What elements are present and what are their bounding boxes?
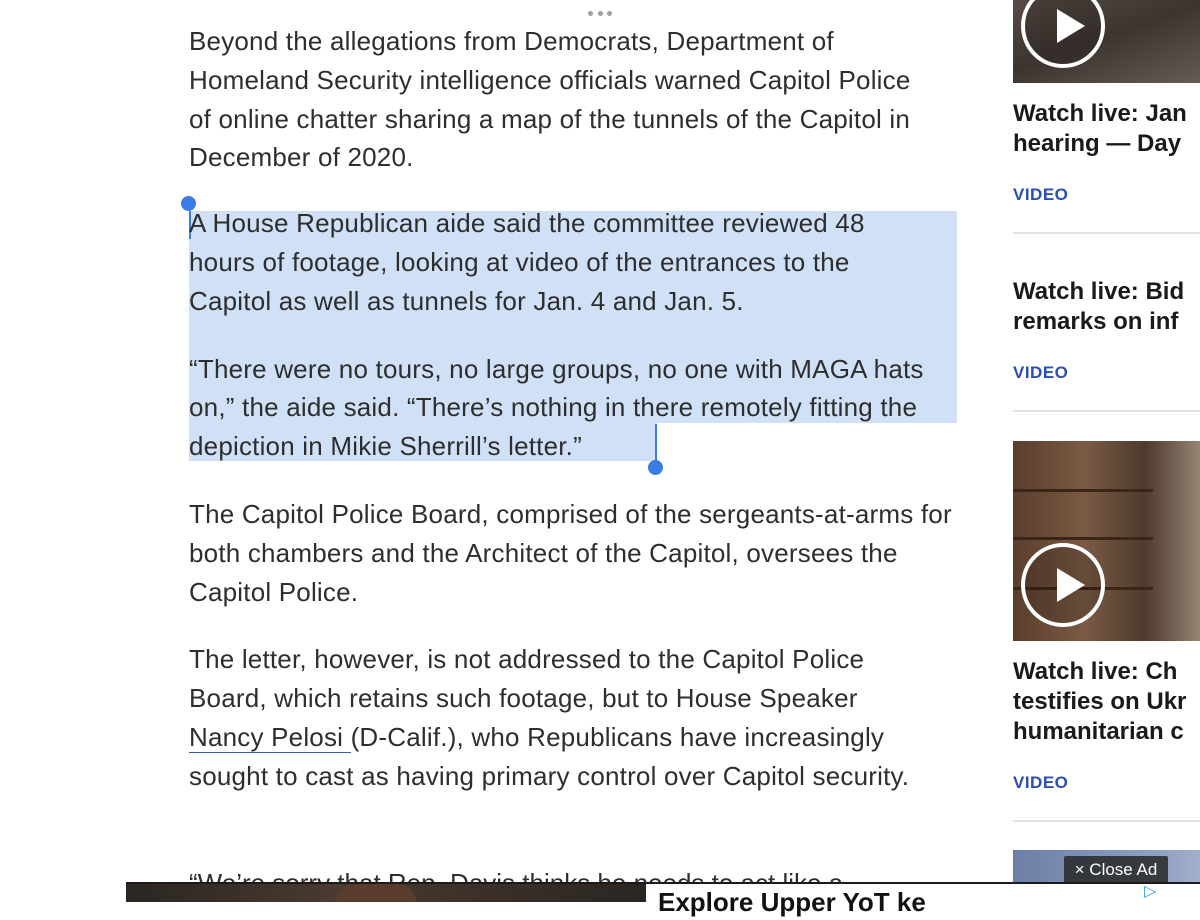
ad-headline[interactable]: Explore Upper YoT ke — [658, 887, 926, 917]
article-paragraph-letter — [189, 640, 919, 795]
divider — [1013, 410, 1200, 412]
close-ad-button[interactable]: × Close Ad — [1064, 856, 1168, 884]
letter-text-before: The letter, however, is not addressed to the Capitol Police Board, which retains such footage, but to House Speaker — [189, 644, 865, 714]
drag-handle-icon[interactable] — [588, 8, 612, 18]
bottom-ad-banner[interactable] — [126, 882, 1200, 917]
article-paragraph-selected: “There were no tours, no large groups, no one with MAGA hats on,” the aide said. “There’s nothing in there remotely fitting the depiction in Mikie Sherrill’s letter.” — [189, 353, 924, 462]
nancy-pelosi-link[interactable]: Nancy Pelosi — [189, 721, 351, 752]
play-icon[interactable] — [1021, 0, 1105, 68]
video-title[interactable]: Watch live: Jan hearing — Day — [1013, 100, 1187, 157]
article-paragraph: The Capitol Police Board, comprised of the sergeants-at-arms for both chambers and the Architect of the Capitol, oversees the Capitol Police. — [189, 498, 952, 607]
divider — [1013, 820, 1200, 822]
video-tag: VIDEO — [1013, 363, 1069, 382]
video-thumbnail[interactable] — [1013, 0, 1200, 83]
video-tag: VIDEO — [1013, 185, 1069, 204]
bookshelf — [1013, 489, 1153, 492]
bookshelf — [1013, 537, 1153, 540]
article-paragraph: Beyond the allegations from Democrats, Department of Homeland Security intelligence officials warned Capitol Police of online chatter sharing a map of the tunnels of the Capitol in December of 2020. — [189, 26, 911, 173]
play-icon[interactable] — [1021, 543, 1105, 627]
ad-image — [126, 884, 646, 902]
letter-text-after: (D-Calif.), who Republicans have increasingly sought to cast as having primary control over Capitol security. — [189, 721, 910, 791]
video-title[interactable]: Watch live: Bid remarks on inf — [1013, 278, 1185, 335]
video-thumbnail[interactable] — [1013, 441, 1200, 641]
adchoices-icon[interactable]: ▷ — [1144, 883, 1157, 900]
related-videos-sidebar — [1013, 0, 1200, 900]
video-tag: VIDEO — [1013, 773, 1069, 792]
article-paragraph-selected: A House Republican aide said the committee reviewed 48 hours of footage, looking at video of the entrances to the Capitol as well as tunnels for Jan. 4 and Jan. 5. — [189, 208, 865, 316]
divider — [1013, 232, 1200, 234]
article-body — [189, 22, 959, 825]
video-title[interactable]: Watch live: Ch testifies on Ukr humanitarian c — [1013, 658, 1187, 745]
